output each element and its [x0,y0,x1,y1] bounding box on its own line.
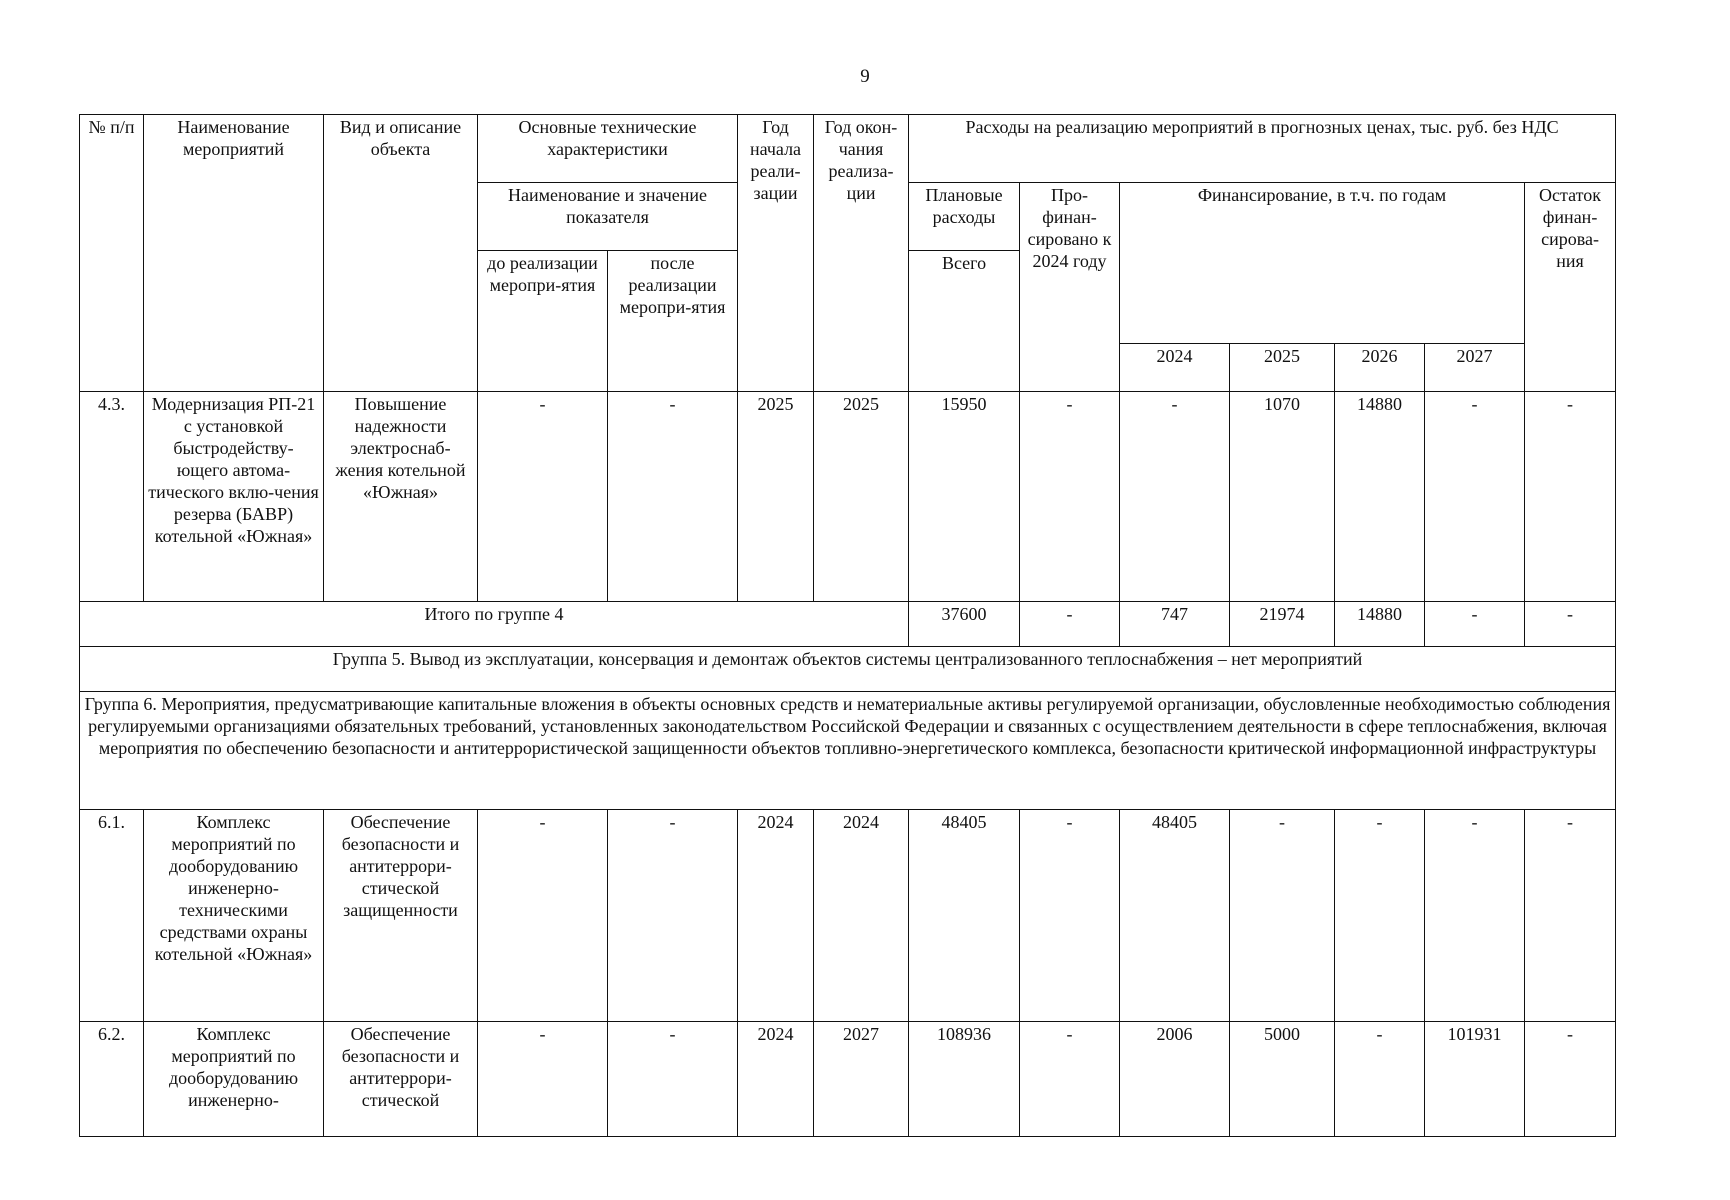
header-year-2027: 2027 [1425,344,1525,392]
row-name: Комплекс мероприятий по дооборудованию инженерно- [144,1022,324,1137]
group-total-prefinanced: - [1020,602,1120,647]
row-num: 6.1. [80,810,144,1022]
row-2026: 14880 [1335,392,1425,602]
row-year-start: 2024 [738,1022,814,1137]
table-row [80,1022,1616,1137]
row-num: 4.3. [80,392,144,602]
row-2027: - [1425,810,1525,1022]
row-total: 48405 [909,810,1020,1022]
header-before: до реализации меропри-ятия [478,251,608,392]
header-tech: Основные технические характеристики [478,115,738,183]
row-2026: - [1335,1022,1425,1137]
group-6-heading: Группа 6. Мероприятия, предусматривающие капитальные вложения в объекты основных средств и нематериальные активы регулируемой организации, обусловленные необходимостью соблюдения регулируемыми организациями обязательных требований, установленных законодательством Российской Федерации и связанных с осуществлением деятельности в сфере теплоснабжения, включая мероприятия по обеспечению безопасности и антитеррористической защищенности объектов топливно-энергетического комплекса, безопасности критической информационной инфраструктуры [80,692,1616,810]
group-total-row [80,602,1616,647]
row-total: 15950 [909,392,1020,602]
row-2024: 48405 [1120,810,1230,1022]
header-expenses: Расходы на реализацию мероприятий в прогнозных ценах, тыс. руб. без НДС [909,115,1616,183]
group-5-heading: Группа 5. Вывод из эксплуатации, консервация и демонтаж объектов системы централизованного теплоснабжения – нет мероприятий [80,647,1616,692]
header-year-2025: 2025 [1230,344,1335,392]
group-total-remainder: - [1525,602,1616,647]
header-prefinanced: Про-финан-сировано к 2024 году [1020,183,1120,392]
group-total-2026: 14880 [1335,602,1425,647]
header-num: № п/п [80,115,144,392]
header-total: Всего [909,251,1020,392]
group-total-label: Итого по группе 4 [80,602,909,647]
group-heading-row [80,692,1616,810]
header-row-1 [80,115,1616,183]
header-year-end: Год окон-чания реализа-ции [814,115,909,392]
row-2027: - [1425,392,1525,602]
row-before: - [478,1022,608,1137]
row-2025: 5000 [1230,1022,1335,1137]
header-year-2026: 2026 [1335,344,1425,392]
header-year-start: Год начала реали-зации [738,115,814,392]
row-after: - [608,810,738,1022]
row-before: - [478,392,608,602]
row-2027: 101931 [1425,1022,1525,1137]
header-remainder: Остаток финан-сирова-ния [1525,183,1616,392]
header-planned: Плановые расходы [909,183,1020,251]
row-year-end: 2027 [814,1022,909,1137]
header-indicator: Наименование и значение показателя [478,183,738,251]
row-num: 6.2. [80,1022,144,1137]
row-prefinanced: - [1020,810,1120,1022]
header-after: после реализации меропри-ятия [608,251,738,392]
row-year-end: 2024 [814,810,909,1022]
row-object: Обеспечение безопасности и антитеррори-стической [324,1022,478,1137]
row-after: - [608,1022,738,1137]
row-2024: - [1120,392,1230,602]
row-total: 108936 [909,1022,1020,1137]
row-year-end: 2025 [814,392,909,602]
row-2024: 2006 [1120,1022,1230,1137]
header-year-2024: 2024 [1120,344,1230,392]
row-name: Комплекс мероприятий по дооборудованию инженерно-техническими средствами охраны котельной «Южная» [144,810,324,1022]
table-row [80,392,1616,602]
row-remainder: - [1525,1022,1616,1137]
row-2025: 1070 [1230,392,1335,602]
header-financing: Финансирование, в т.ч. по годам [1120,183,1525,344]
row-after: - [608,392,738,602]
group-heading-row [80,647,1616,692]
page-number: 9 [860,66,870,87]
row-year-start: 2024 [738,810,814,1022]
group-total-2027: - [1425,602,1525,647]
row-remainder: - [1525,810,1616,1022]
row-year-start: 2025 [738,392,814,602]
row-prefinanced: - [1020,1022,1120,1137]
row-before: - [478,810,608,1022]
row-prefinanced: - [1020,392,1120,602]
investment-program-table [79,114,1616,1137]
header-object: Вид и описание объекта [324,115,478,392]
row-remainder: - [1525,392,1616,602]
row-2025: - [1230,810,1335,1022]
header-name: Наименование мероприятий [144,115,324,392]
row-object: Обеспечение безопасности и антитеррори-стической защищенности [324,810,478,1022]
row-name: Модернизация РП-21 с установкой быстродейству-ющего автома-тического вклю-чения резерва (БАВР) котельной «Южная» [144,392,324,602]
row-object: Повышение надежности электроснаб-жения котельной «Южная» [324,392,478,602]
row-2026: - [1335,810,1425,1022]
group-total-2025: 21974 [1230,602,1335,647]
group-total-2024: 747 [1120,602,1230,647]
group-total-sum: 37600 [909,602,1020,647]
table-row [80,810,1616,1022]
